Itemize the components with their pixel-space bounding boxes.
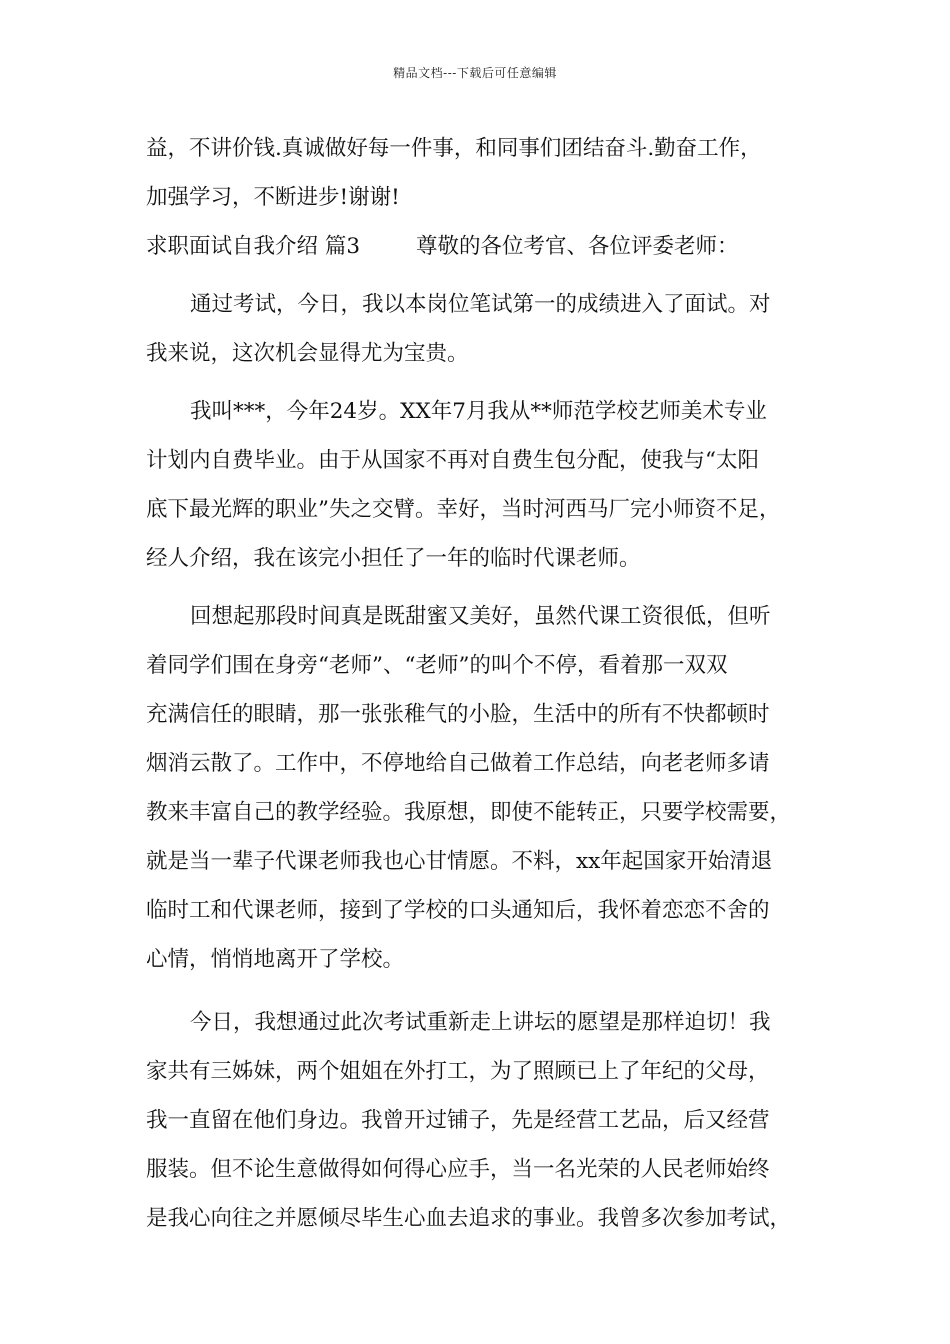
paragraph-line: 通过考试，今日，我以本岗位笔试第一的成绩进入了面试。对	[190, 292, 771, 317]
paragraph-line: 经人介绍，我在该完小担任了一年的临时代课老师。	[146, 546, 641, 571]
section-greeting: 尊敬的各位考官、各位评委老师：	[416, 234, 739, 259]
paragraph-2	[146, 387, 836, 583]
paragraph-line: 我来说，这次机会显得尤为宝贵。	[146, 341, 469, 366]
section-heading-row	[146, 222, 836, 271]
paragraph-line: 我一直留在他们身边。我曾开过铺子，先是经营工艺品，后又经营	[146, 1108, 770, 1133]
paragraph-1	[146, 280, 836, 378]
paragraph-line: 充满信任的眼睛，那一张张稚气的小脸，生活中的所有不快都顿时	[146, 702, 770, 727]
section-title: 求职面试自我介绍 篇3	[146, 234, 361, 259]
paragraph-line: 着同学们围在身旁“老师”、“老师”的叫个不停，看着那一双双	[146, 653, 728, 678]
paragraph-line: 回想起那段时间真是既甜蜜又美好，虽然代课工资很低，但听	[190, 604, 771, 629]
paragraph-3	[146, 592, 836, 984]
paragraph-line: 是我心向往之并愿倾尽毕生心血去追求的事业。我曾多次参加考试，	[146, 1206, 792, 1231]
paragraph-line: 临时工和代课老师，接到了学校的口头通知后，我怀着恋恋不舍的	[146, 898, 770, 923]
paragraph-line: 就是当一辈子代课老师我也心甘情愿。不料，xx年起国家开始清退	[146, 849, 773, 874]
paragraph-line: 今日，我想通过此次考试重新走上讲坛的愿望是那样迫切！我	[190, 1010, 771, 1035]
continuation-line-1: 益，不讲价钱.真诚做好每一件事，和同事们团结奋斗.勤奋工作，	[146, 136, 762, 161]
continuation-line-2: 加强学习，不断进步!谢谢!	[146, 185, 400, 210]
page-header: 精品文档---下载后可任意编辑	[393, 66, 557, 80]
paragraph-line: 教来丰富自己的教学经验。我原想，即使不能转正，只要学校需要，	[146, 800, 792, 825]
paragraph-line: 服装。但不论生意做得如何得心应手，当一名光荣的人民老师始终	[146, 1157, 770, 1182]
paragraph-line: 家共有三姊妹，两个姐姐在外打工，为了照顾已上了年纪的父母，	[146, 1059, 770, 1084]
document-body	[146, 124, 836, 1243]
paragraph-line: 烟消云散了。工作中，不停地给自己做着工作总结，向老老师多请	[146, 751, 770, 776]
paragraph-line: 底下最光辉的职业”失之交臂。幸好，当时河西马厂完小师资不足，	[146, 497, 781, 522]
paragraph-line: 我叫***，今年24岁。XX年7月我从**师范学校艺师美术专业	[190, 399, 767, 424]
paragraph-line: 计划内自费毕业。由于从国家不再对自费生包分配，使我与“太阳	[146, 448, 759, 473]
paragraph-4	[146, 998, 836, 1243]
paragraph-line: 心情，悄悄地离开了学校。	[146, 947, 405, 972]
